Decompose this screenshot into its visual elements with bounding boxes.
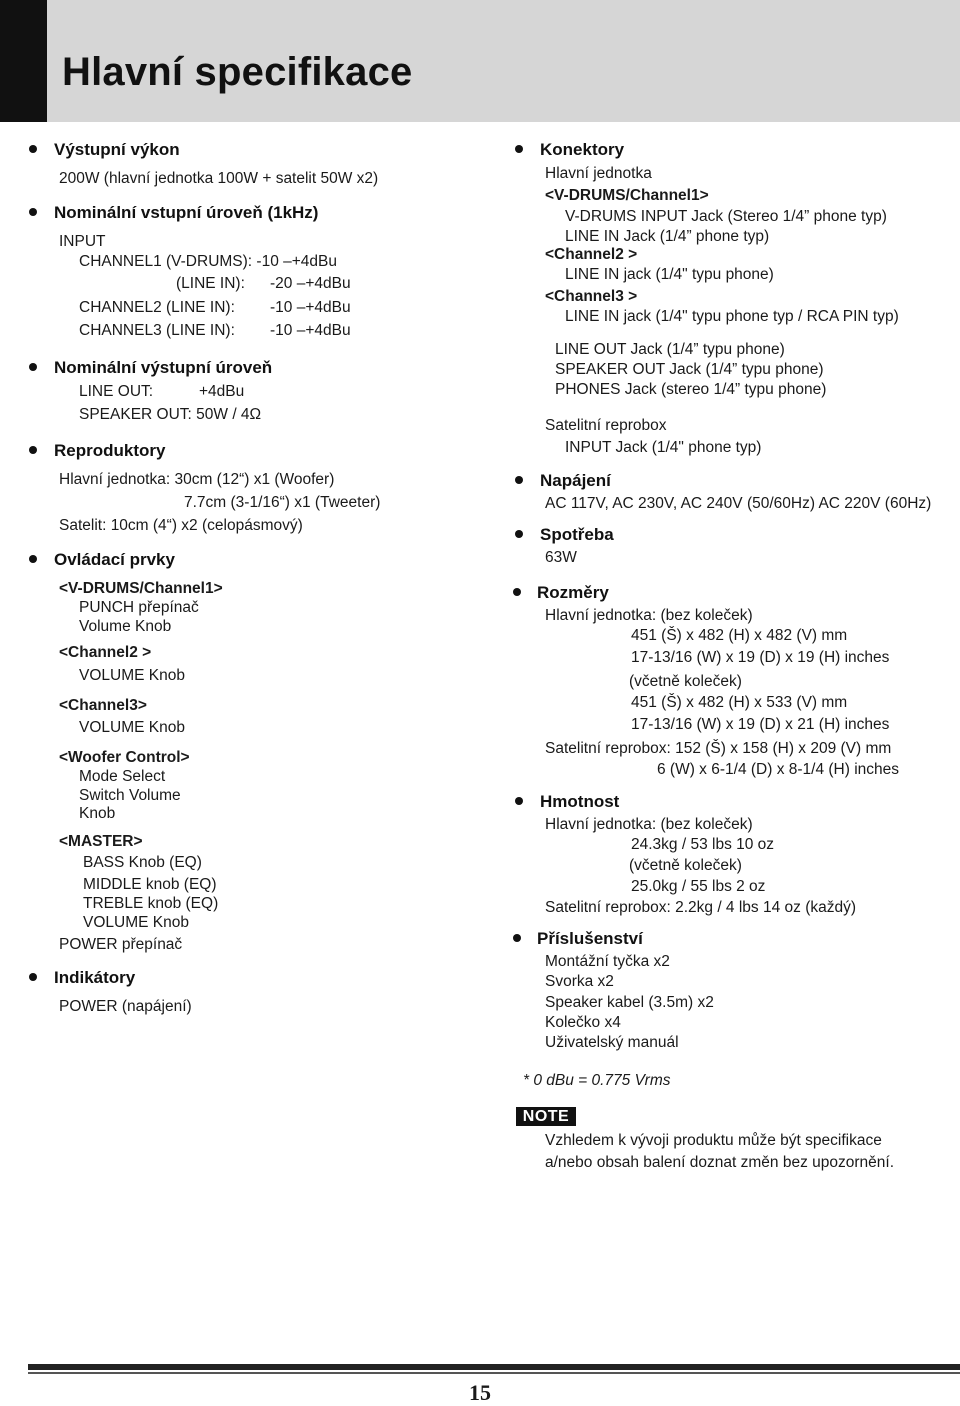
speaker-satelit: Satelit: 10cm (4“) x2 (celopásmový) <box>59 517 303 534</box>
rozmery-satelit-inches: 6 (W) x 6-1/4 (D) x 8-1/4 (H) inches <box>657 761 900 778</box>
section-title-ovladaci: Ovládací prvky <box>54 550 175 569</box>
section-title-hmotnost: Hmotnost <box>540 792 620 811</box>
channel1-spec: CHANNEL1 (V-DRUMS): -10 –+4dBu <box>79 253 337 270</box>
accessory-item: Kolečko x4 <box>545 1014 621 1031</box>
footnote-dbu: * 0 dBu = 0.775 Vrms <box>523 1072 671 1089</box>
section-title-spotreba: Spotřeba <box>540 525 614 544</box>
channel3-value: -10 –+4dBu <box>270 322 351 339</box>
section-title-prislusenstvi: Příslušenství <box>537 929 643 948</box>
header-accent-bar <box>0 0 47 122</box>
controls-woofer-item: Mode Select <box>79 768 166 785</box>
section-title-vystup: Nominální výstupní úroveň <box>54 358 273 377</box>
accessory-item: Speaker kabel (3.5m) x2 <box>545 994 714 1011</box>
accessory-item: Montážní tyčka x2 <box>545 953 670 970</box>
controls-master-item: BASS Knob (EQ) <box>83 854 202 871</box>
controls-ch1-item: PUNCH přepínač <box>79 599 199 616</box>
bullet-icon <box>29 208 37 216</box>
konektory-output: SPEAKER OUT Jack (1/4” typu phone) <box>555 361 824 378</box>
indikatory-value: POWER (napájení) <box>59 998 192 1015</box>
section-title-vykon: Výstupní výkon <box>54 140 180 159</box>
bullet-icon <box>515 797 523 805</box>
spotreba-value: 63W <box>545 549 577 566</box>
speaker-out-spec: SPEAKER OUT: 50W / 4Ω <box>79 406 262 423</box>
note-text-line: Vzhledem k vývoji produktu může být specifikace <box>545 1132 882 1149</box>
bullet-icon <box>29 446 37 454</box>
bullet-icon <box>515 530 523 538</box>
bullet-icon <box>29 555 37 563</box>
hmotnost-with-wheels: (včetně koleček) <box>629 857 742 874</box>
rozmery-d1-inches: 17-13/16 (W) x 19 (D) x 19 (H) inches <box>631 649 890 666</box>
note-badge: NOTE <box>516 1107 576 1126</box>
page-header <box>0 0 960 122</box>
bullet-icon <box>29 973 37 981</box>
konektory-ch3-title: <Channel3 > <box>545 288 638 305</box>
footer-divider <box>28 1372 960 1374</box>
konektory-sat-item: INPUT Jack (1/4" phone typ) <box>565 439 762 456</box>
controls-ch3-item: VOLUME Knob <box>79 719 185 736</box>
konektory-ch1-item: LINE IN Jack (1/4” phone typ) <box>565 228 770 245</box>
rozmery-d2: 451 (Š) x 482 (H) x 533 (V) mm <box>631 694 848 711</box>
input-label: INPUT <box>59 233 106 250</box>
section-title-reproduktory: Reproduktory <box>54 441 166 460</box>
napajeni-value: AC 117V, AC 230V, AC 240V (50/60Hz) AC 220V (60Hz) <box>545 495 932 512</box>
controls-master-item: MIDDLE knob (EQ) <box>83 876 217 893</box>
rozmery-d1: 451 (Š) x 482 (H) x 482 (V) mm <box>631 627 848 644</box>
controls-woofer-item: Switch Volume <box>79 787 181 804</box>
bullet-icon <box>29 145 37 153</box>
vykon-value: 200W (hlavní jednotka 100W + satelit 50W x2) <box>59 170 379 187</box>
rozmery-d2-inches: 17-13/16 (W) x 19 (D) x 21 (H) inches <box>631 716 890 733</box>
accessory-item: Uživatelský manuál <box>545 1034 679 1051</box>
channel3-label: CHANNEL3 (LINE IN): <box>79 322 235 339</box>
rozmery-main: Hlavní jednotka: (bez koleček) <box>545 607 753 624</box>
rozmery-satelit: Satelitní reprobox: 152 (Š) x 158 (H) x 209 (V) mm <box>545 740 892 757</box>
rozmery-with-wheels: (včetně koleček) <box>629 673 742 690</box>
konektory-output: LINE OUT Jack (1/4” typu phone) <box>555 341 785 358</box>
controls-ch1-item: Volume Knob <box>79 618 172 635</box>
note-text-line: a/nebo obsah balení doznat změn bez upozornění. <box>545 1154 895 1171</box>
line-out-value: +4dBu <box>199 383 245 400</box>
hmotnost-w2: 25.0kg / 55 lbs 2 oz <box>631 878 766 895</box>
hmotnost-satelit: Satelitní reprobox: 2.2kg / 4 lbs 14 oz (každý) <box>545 899 857 916</box>
controls-woofer-title: <Woofer Control> <box>59 749 190 766</box>
channel2-value: -10 –+4dBu <box>270 299 351 316</box>
section-title-napajeni: Napájení <box>540 471 611 490</box>
footer-divider <box>28 1364 960 1370</box>
speaker-tweeter: 7.7cm (3-1/16“) x1 (Tweeter) <box>184 494 381 511</box>
konektory-ch2-item: LINE IN jack (1/4" typu phone) <box>565 266 774 283</box>
page-number: 15 <box>469 1380 491 1405</box>
konektory-main: Hlavní jednotka <box>545 165 652 182</box>
bullet-icon <box>513 588 521 596</box>
hmotnost-main: Hlavní jednotka: (bez koleček) <box>545 816 753 833</box>
controls-ch2-title: <Channel2 > <box>59 644 152 661</box>
controls-woofer-item: Knob <box>79 805 116 822</box>
controls-master-item: VOLUME Knob <box>83 914 189 931</box>
controls-ch3-title: <Channel3> <box>59 697 147 714</box>
bullet-icon <box>513 934 521 942</box>
section-title-rozmery: Rozměry <box>537 583 609 602</box>
accessory-item: Svorka x2 <box>545 973 614 990</box>
section-title-konektory: Konektory <box>540 140 625 159</box>
controls-ch1-title: <V-DRUMS/Channel1> <box>59 580 223 597</box>
konektory-ch1-item: V-DRUMS INPUT Jack (Stereo 1/4” phone typ) <box>565 208 887 225</box>
konektory-ch3-item: LINE IN jack (1/4" typu phone typ / RCA PIN typ) <box>565 308 899 325</box>
controls-master-title: <MASTER> <box>59 833 143 850</box>
hmotnost-w1: 24.3kg / 53 lbs 10 oz <box>631 836 775 853</box>
speaker-main: Hlavní jednotka: 30cm (12“) x1 (Woofer) <box>59 471 335 488</box>
bullet-icon <box>29 363 37 371</box>
bullet-icon <box>515 145 523 153</box>
controls-power: POWER přepínač <box>59 936 183 953</box>
controls-ch2-item: VOLUME Knob <box>79 667 185 684</box>
channel1-linein-value: -20 –+4dBu <box>270 275 351 292</box>
controls-master-item: TREBLE knob (EQ) <box>83 895 219 912</box>
page-title: Hlavní specifikace <box>62 50 413 94</box>
konektory-ch1-title: <V-DRUMS/Channel1> <box>545 187 709 204</box>
konektory-output: PHONES Jack (stereo 1/4” typu phone) <box>555 381 827 398</box>
channel1-linein-label: (LINE IN): <box>176 275 245 292</box>
section-title-vstup: Nominální vstupní úroveň (1kHz) <box>54 203 319 222</box>
section-title-indikatory: Indikátory <box>54 968 136 987</box>
konektory-ch2-title: <Channel2 > <box>545 246 638 263</box>
bullet-icon <box>515 476 523 484</box>
line-out-label: LINE OUT: <box>79 383 154 400</box>
konektory-sat-title: Satelitní reprobox <box>545 417 667 434</box>
channel2-label: CHANNEL2 (LINE IN): <box>79 299 235 316</box>
